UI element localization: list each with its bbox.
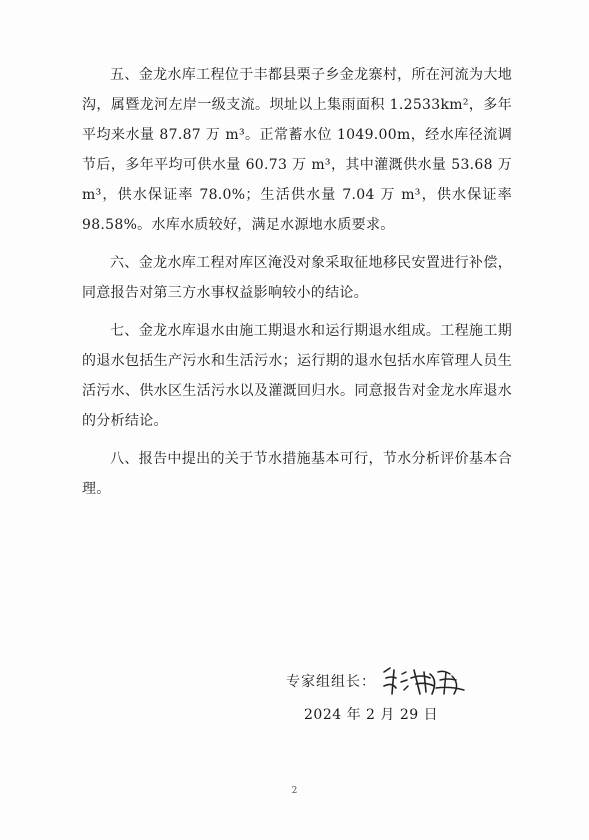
document-body (82, 60, 512, 512)
handwritten-signature (380, 664, 470, 698)
signature-block (286, 664, 506, 723)
paragraph-eight: 八、报告中提出的关于节水措施基本可行，节水分析评价基本合理。 (82, 451, 512, 497)
signature-label: 专家组组长： (286, 674, 376, 690)
signature-line (286, 664, 506, 698)
paragraph-six: 六、金龙水库工程对库区淹没对象采取征地移民安置进行补偿，同意报告对第三方水事权益影响较小的结论。 (82, 255, 512, 301)
paragraph-seven: 七、金龙水库退水由施工期退水和运行期退水组成。工程施工期的退水包括生产污水和生活污水；运行期的退水包括水库管理人员生活污水、供水区生活污水以及灌溉回归水。同意报告对金龙水库退水的分析结论。 (82, 323, 512, 429)
signature-date: 2024 年 2 月 29 日 (304, 707, 439, 723)
page-number: 2 (291, 786, 298, 796)
paragraph-five: 五、金龙水库工程位于丰都县栗子乡金龙寨村，所在河流为大地沟，属暨龙河左岸一级支流。坝址以上集雨面积 1.2533km²，多年平均来水量 87.87 万 m³。正常蓄水位 1049.00m，经水库径流调节后，多年平均可供水量 60.73 万 m³，其中灌溉供水量 53.68 万 m³，供水保证率 78.0%；生活供水量 7.04 万 m³，供水保证率 98.58%。水库水质较好，满足水源地水质要求。 (82, 67, 512, 233)
